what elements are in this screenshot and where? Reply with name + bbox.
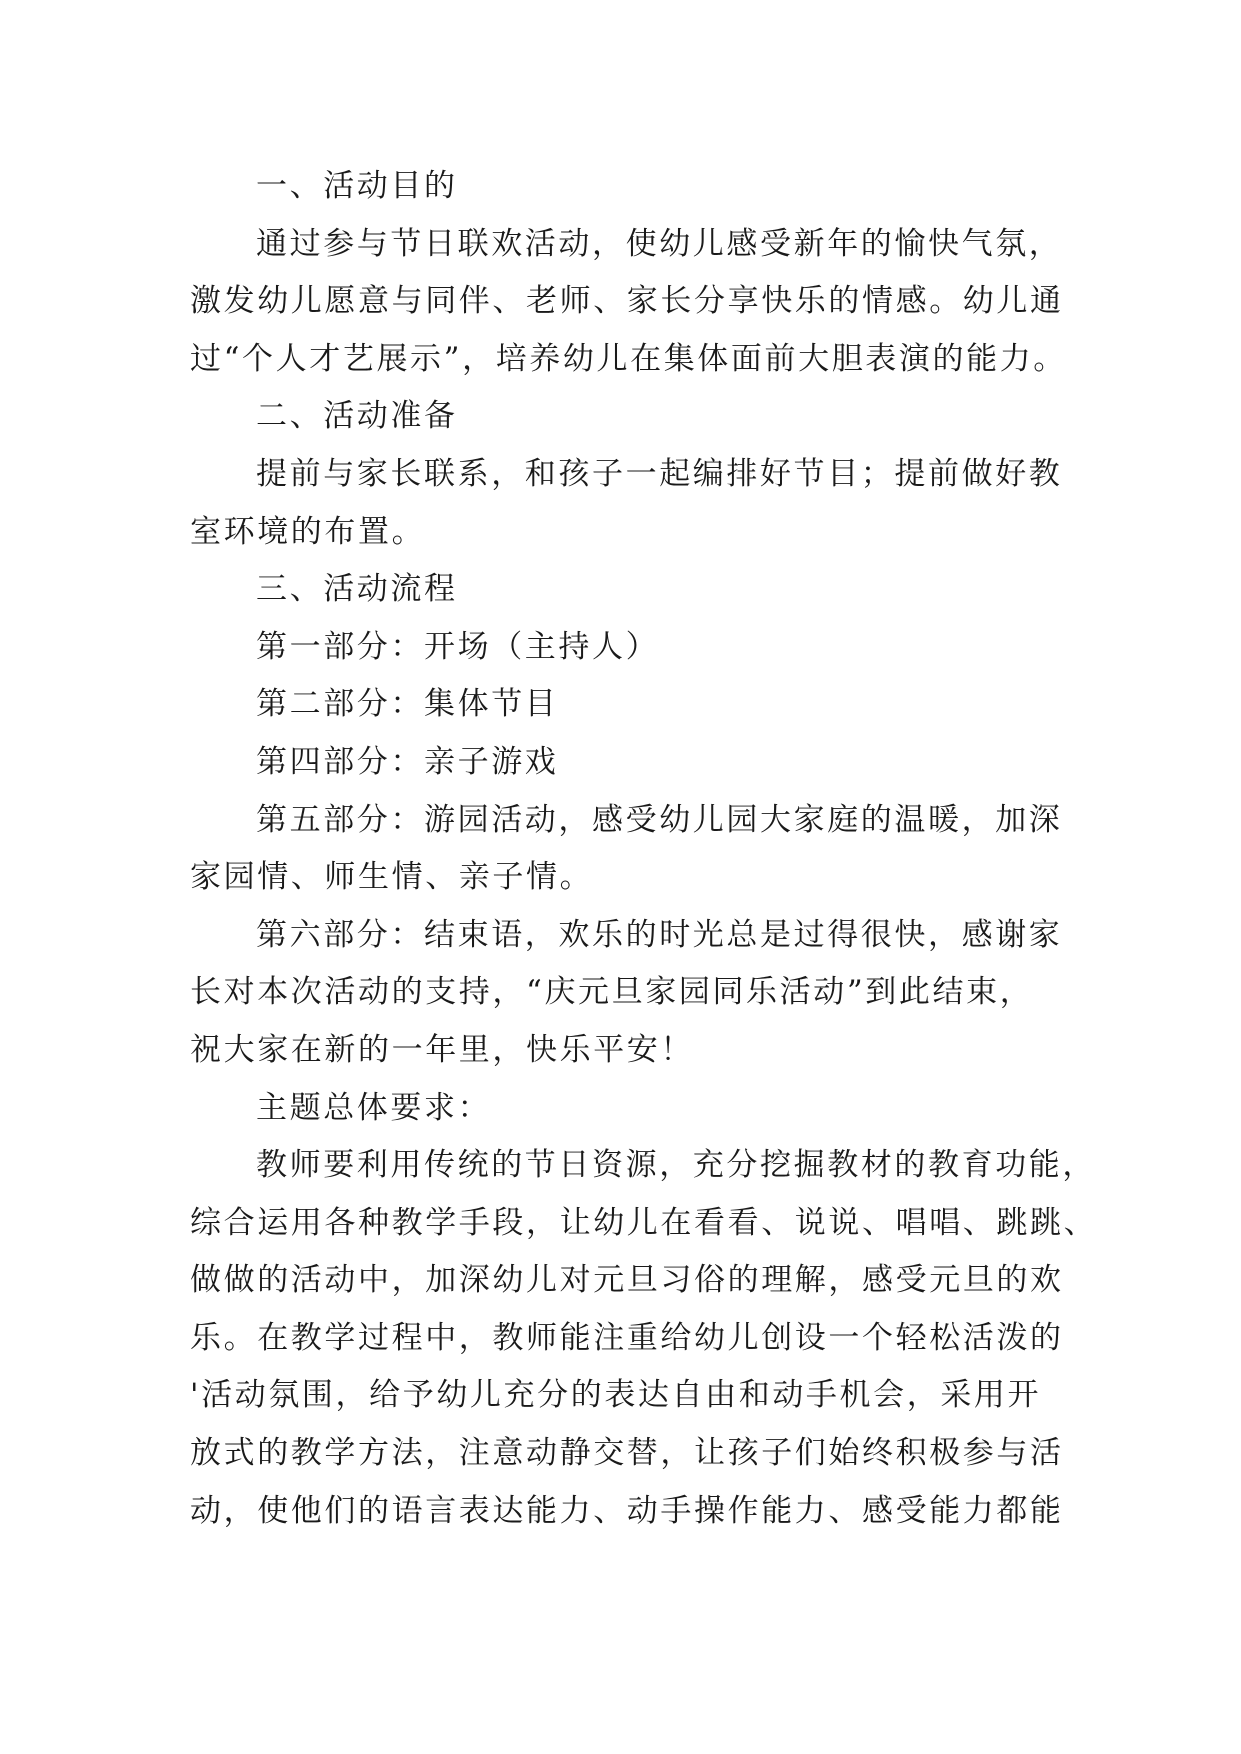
paragraph-line: '活动氛围，给予幼儿充分的表达自由和动手机会，采用开 bbox=[190, 1377, 1042, 1414]
paragraph-line: 长对本次活动的支持，“庆元旦家园同乐活动”到此结束， bbox=[190, 974, 1034, 1011]
heading-theme-requirements: 主题总体要求： bbox=[256, 1089, 492, 1126]
heading-activity-preparation: 二、活动准备 bbox=[256, 398, 458, 435]
paragraph-line: 通过参与节日联欢活动，使幼儿感受新年的愉快气氛， bbox=[256, 225, 1063, 262]
paragraph-line: 教师要利用传统的节日资源，充分挖掘教材的教育功能， bbox=[256, 1147, 1096, 1184]
paragraph-line: 过“个人才艺展示”，培养幼儿在集体面前大胆表演的能力。 bbox=[190, 340, 1067, 377]
paragraph-line: 家园情、师生情、亲子情。 bbox=[190, 859, 594, 896]
heading-activity-purpose: 一、活动目的 bbox=[256, 168, 458, 204]
paragraph-line: 室环境的布置。 bbox=[190, 513, 426, 550]
process-item-part-six: 第六部分：结束语，欢乐的时光总是过得很快，感谢家 bbox=[256, 916, 1063, 953]
document-body bbox=[190, 158, 1098, 1540]
paragraph-line: 激发幼儿愿意与同伴、老师、家长分享快乐的情感。幼儿通 bbox=[190, 283, 1064, 320]
process-item-part-five: 第五部分：游园活动，感受幼儿园大家庭的温暖，加深 bbox=[256, 801, 1063, 838]
process-item-part-two: 第二部分：集体节目 bbox=[256, 686, 559, 723]
process-item-part-one: 第一部分：开场（主持人） bbox=[256, 628, 660, 665]
process-item-part-four: 第四部分：亲子游戏 bbox=[256, 743, 559, 780]
paragraph-line: 放式的教学方法，注意动静交替，让孩子们始终积极参与活 bbox=[190, 1435, 1064, 1472]
paragraph-line: 做做的活动中，加深幼儿对元旦习俗的理解，感受元旦的欢 bbox=[190, 1262, 1064, 1299]
paragraph-line: 综合运用各种教学手段，让幼儿在看看、说说、唱唱、跳跳、 bbox=[190, 1204, 1098, 1241]
heading-activity-process: 三、活动流程 bbox=[256, 571, 458, 608]
paragraph-line: 祝大家在新的一年里，快乐平安！ bbox=[190, 1031, 694, 1068]
paragraph-line: 动，使他们的语言表达能力、动手操作能力、感受能力都能 bbox=[190, 1492, 1064, 1529]
paragraph-line: 提前与家长联系，和孩子一起编排好节目；提前做好教 bbox=[256, 455, 1063, 492]
paragraph-line: 乐。在教学过程中，教师能注重给幼儿创设一个轻松活泼的 bbox=[190, 1319, 1064, 1356]
